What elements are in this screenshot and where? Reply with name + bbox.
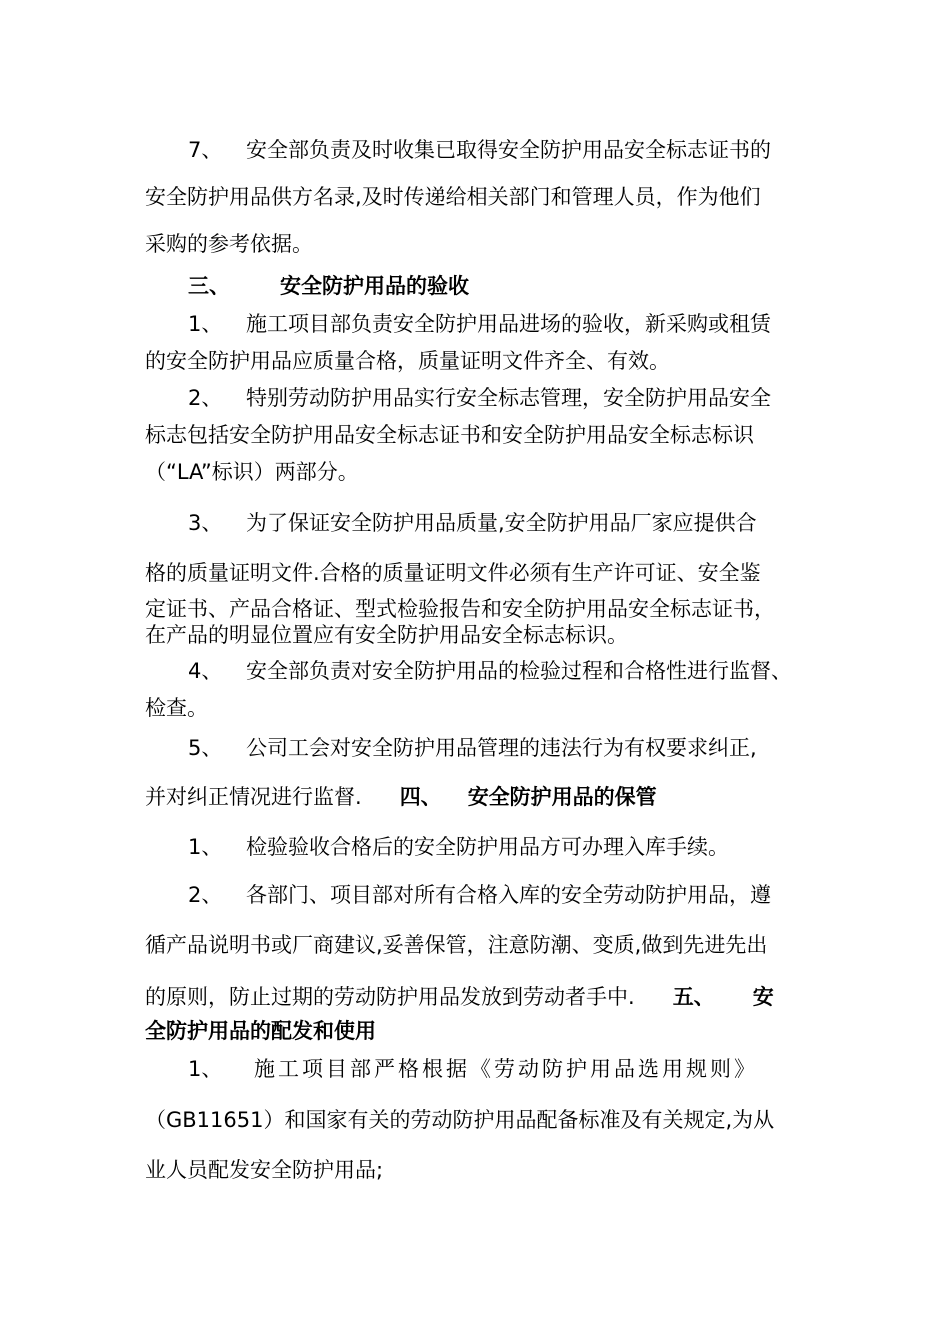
paragraph-text: 安全部负责及时收集已取得安全防护用品安全标志证书的 [246,138,771,162]
paragraph-4-2-line-3 [145,982,807,1012]
paragraph-5-1-line-2: （GB11651）和国家有关的劳动防护用品配备标准及有关规定,为从 [145,1108,775,1132]
paragraph-3-3-line-2: 格的质量证明文件.合格的质量证明文件必须有生产许可证、安全鉴 [145,561,761,585]
paragraph-3-2-line-3: （“LA”标识）两部分。 [145,460,359,484]
paragraph-3-3-line-3: 定证书、产品合格证、型式检验报告和安全防护用品安全标志证书， [145,597,775,621]
paragraph-3-3-line-1 [188,508,807,538]
paragraph-text: 检验验收合格后的安全防护用品方可办理入库手续。 [246,835,729,859]
paragraph-7-line-3: 采购的参考依据。 [145,232,313,256]
paragraph-text: 施工项目部严格根据《劳动防护用品选用规则》 [254,1057,758,1081]
section-heading-5-start: 安 [752,985,774,1009]
paragraph-3-5-line-1 [188,733,807,763]
paragraph-3-4-line-1 [188,656,807,686]
paragraph-4-2-line-1 [188,880,807,910]
section-heading-5-end: 全防护用品的配发和使用 [145,1019,376,1043]
paragraph-5-1-line-3: 业人员配发安全防护用品; [145,1158,384,1182]
paragraph-5-1-line-1 [188,1054,807,1084]
paragraph-text: 特别劳动防护用品实行安全标志管理，安全防护用品安全 [246,386,771,410]
paragraph-3-3-line-4: 在产品的明显位置应有安全防护用品安全标志标识。 [145,623,628,647]
paragraph-text: 安全部负责对安全防护用品的检验过程和合格性进行监督、 [246,659,792,683]
item-number: 7、 [188,138,223,162]
item-number: 1、 [188,312,223,336]
paragraph-text: 的原则，防止过期的劳动防护用品发放到劳动者手中. [145,985,635,1009]
item-number: 4、 [188,659,223,683]
section-number: 五、 [672,985,715,1009]
item-number: 5、 [188,736,223,760]
section-title: 安全防护用品的验收 [280,274,469,298]
paragraph-text: 施工项目部负责安全防护用品进场的验收，新采购或租赁 [246,312,771,336]
paragraph-3-5-line-2 [145,782,807,812]
item-number: 2、 [188,883,223,907]
paragraph-3-4-line-2: 检查。 [145,696,208,720]
paragraph-7-line-1 [188,135,807,165]
paragraph-text: 并对纠正情况进行监督. [145,785,362,809]
item-number: 2、 [188,386,223,410]
paragraph-text: 公司工会对安全防护用品管理的违法行为有权要求纠正, [246,736,757,760]
paragraph-4-2-line-2: 循产品说明书或厂商建议,妥善保管，注意防潮、变质,做到先进先出 [145,933,768,957]
item-number: 3、 [188,511,223,535]
section-heading-3 [188,271,807,301]
paragraph-3-2-line-2: 标志包括安全防护用品安全标志证书和安全防护用品安全标志标识 [145,423,754,447]
section-number: 三、 [188,274,230,298]
section-heading-4: 安全防护用品的保管 [467,785,657,809]
paragraph-3-1-line-1 [188,309,807,339]
paragraph-text: 各部门、项目部对所有合格入库的安全劳动防护用品，遵 [246,883,771,907]
paragraph-3-1-line-2: 的安全防护用品应质量合格，质量证明文件齐全、有效。 [145,349,670,373]
item-number: 1、 [188,835,223,859]
item-number: 1、 [188,1057,223,1081]
paragraph-text: 为了保证安全防护用品质量,安全防护用品厂家应提供合 [246,511,757,535]
section-number: 四、 [399,785,442,809]
paragraph-7-line-2: 安全防护用品供方名录,及时传递给相关部门和管理人员，作为他们 [145,185,761,209]
paragraph-3-2-line-1 [188,383,807,413]
paragraph-4-1-line-1 [188,832,807,862]
